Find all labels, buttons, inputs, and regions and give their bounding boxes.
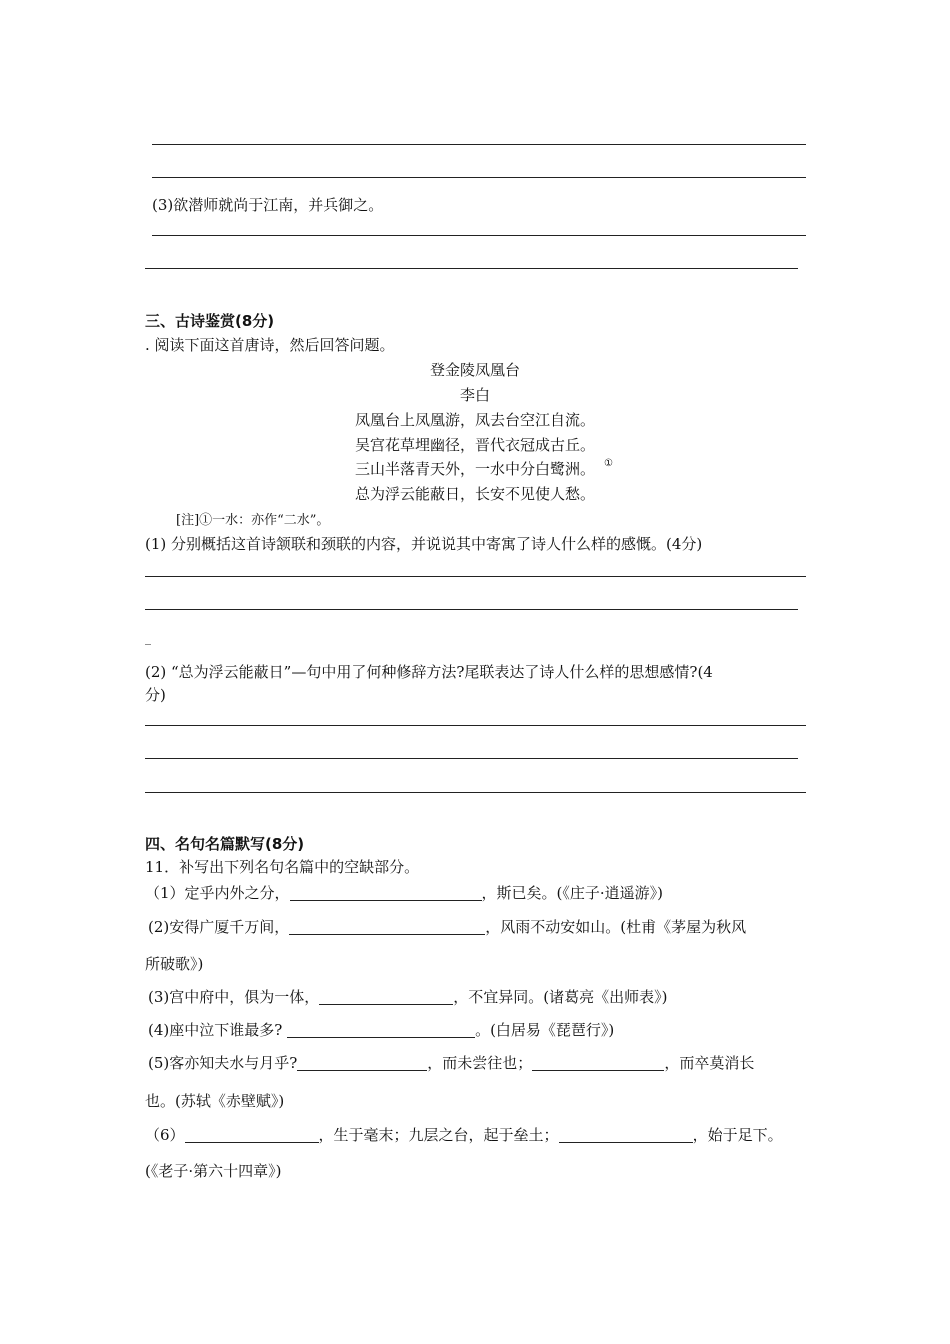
poem-author: 李白 xyxy=(459,386,490,404)
fill-item-1-text: （1）定乎内外之分， xyxy=(145,884,290,902)
fill-blank[interactable] xyxy=(319,988,453,1005)
fill-blank[interactable] xyxy=(297,1054,427,1071)
footnote-marker: ① xyxy=(604,458,613,469)
fill-item-6-mid: ，生于毫末；九层之台，起于垒土； xyxy=(318,1126,559,1144)
section-heading-3: 三、古诗鉴赏(8分) xyxy=(145,312,275,330)
fill-item-4 xyxy=(148,1020,614,1040)
poem-line-2: 吴宫花草埋幽径，晋代衣冠成古丘。 xyxy=(354,436,595,454)
fill-item-5-cont: 也。(苏轼《赤壁赋》) xyxy=(145,1092,285,1110)
question-3-2-cont: 分) xyxy=(145,686,166,704)
fill-blank[interactable] xyxy=(559,1126,693,1143)
section-intro-4: 11．补写出下列名句名篇中的空缺部分。 xyxy=(145,858,420,876)
poem-line-1: 凤凰台上凤凰游，凤去台空江自流。 xyxy=(354,411,595,429)
fill-item-2-cont: 所破歌》) xyxy=(145,955,204,973)
poem-line-4: 总为浮云能蔽日，长安不见使人愁。 xyxy=(354,485,595,503)
fill-blank[interactable] xyxy=(289,918,485,935)
answer-line[interactable] xyxy=(145,576,806,577)
fill-blank[interactable] xyxy=(185,1126,319,1143)
fill-item-1-source: ，斯已矣。(《庄子·逍遥游》) xyxy=(481,884,664,902)
poem-note: [注]①一水：亦作“二水”。 xyxy=(176,513,330,528)
poem-title: 登金陵凤凰台 xyxy=(429,361,520,379)
fill-item-4-source: 。(白居易《琵琶行》) xyxy=(475,1021,615,1039)
fill-blank[interactable] xyxy=(290,884,482,901)
fill-item-6-end: ，始于足下。 xyxy=(692,1126,783,1144)
section-heading-4: 四、名句名篇默写(8分) xyxy=(145,835,305,853)
answer-line[interactable] xyxy=(145,792,806,793)
fill-item-1 xyxy=(145,883,663,903)
answer-line[interactable] xyxy=(145,725,806,726)
fill-item-2-text: (2)安得广厦千万间， xyxy=(148,918,290,936)
question-3-2: (2) “总为浮云能蔽日”—句中用了何种修辞方法?尾联表达了诗人什么样的思想感情?(4 xyxy=(145,663,713,681)
fill-item-5-mid: ，而未尝往也； xyxy=(427,1054,533,1072)
fill-blank[interactable] xyxy=(287,1021,475,1038)
fill-item-5-end: ，而卒莫消长 xyxy=(664,1054,755,1072)
fill-item-2 xyxy=(148,917,746,937)
fill-blank[interactable] xyxy=(532,1054,664,1071)
question-2-3: (3)欲潜师就尚于江南，并兵御之。 xyxy=(152,196,384,214)
fill-item-3-text: (3)宫中府中，俱为一体， xyxy=(148,988,320,1006)
answer-line[interactable] xyxy=(152,235,806,236)
fill-item-5 xyxy=(148,1053,754,1073)
fill-item-3-source: ，不宜异同。(诸葛亮《出师表》) xyxy=(453,988,668,1006)
fill-item-6-cont: (《老子·第六十四章》) xyxy=(145,1162,282,1180)
stray-mark: _ xyxy=(145,631,151,645)
answer-line[interactable] xyxy=(152,177,806,178)
fill-item-4-text: (4)座中泣下谁最多? xyxy=(148,1021,288,1039)
question-3-1: (1) 分别概括这首诗颔联和颈联的内容，并说说其中寄寓了诗人什么样的感慨。(4分) xyxy=(145,535,703,553)
fill-item-3 xyxy=(148,987,667,1007)
fill-item-5-text: (5)客亦知夫水与月乎? xyxy=(148,1054,298,1072)
answer-line[interactable] xyxy=(145,758,798,759)
answer-line[interactable] xyxy=(152,144,806,145)
fill-item-6 xyxy=(145,1125,783,1145)
answer-line[interactable] xyxy=(145,268,798,269)
section-intro-3: . 阅读下面这首唐诗，然后回答问题。 xyxy=(145,336,395,354)
poem-line-3: 三山半落青天外，一水中分白鹭洲。 xyxy=(354,460,595,478)
fill-item-2-source: ，风雨不动安如山。(杜甫《茅屋为秋风 xyxy=(485,918,747,936)
fill-item-6-text: （6） xyxy=(145,1126,185,1144)
answer-line[interactable] xyxy=(145,609,798,610)
